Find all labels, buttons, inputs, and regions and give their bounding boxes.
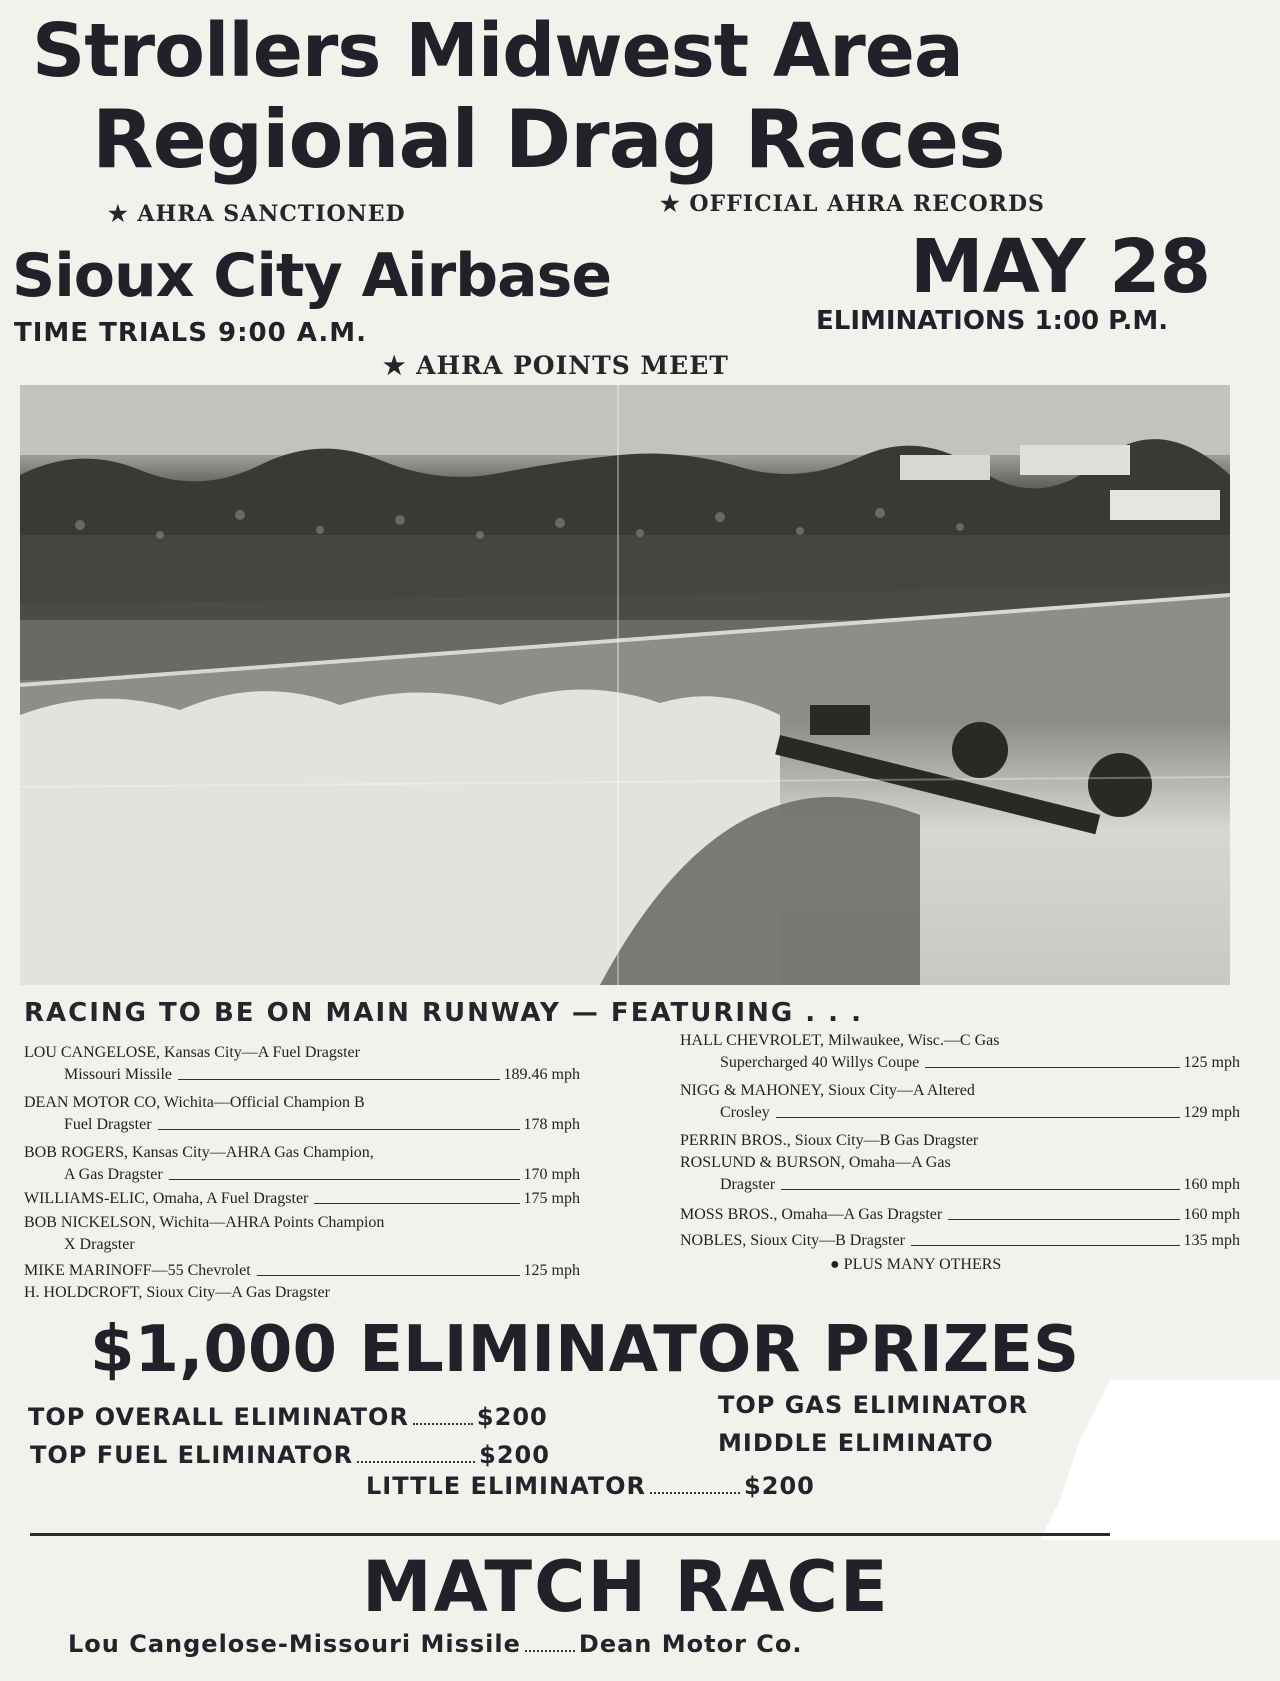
prize-label: LITTLE ELIMINATOR [366,1472,647,1500]
entry-speed: 170 mph [523,1166,580,1183]
prize-amount: $200 [479,1441,550,1469]
prize-amount: $200 [744,1472,815,1500]
entry-line1: NOBLES, Sioux City—B Dragster [680,1232,905,1249]
entry-line1: DEAN MOTOR CO, Wichita—Official Champion B [24,1094,365,1111]
prize-label: TOP GAS ELIMINATOR [718,1391,1029,1419]
time-trials: TIME TRIALS 9:00 A.M. [14,318,367,348]
entry-line2: Dragster [720,1176,776,1193]
sanctioned-label: ★ AHRA SANCTIONED [108,201,406,227]
entry-speed: 175 mph [523,1190,580,1207]
prize-top-gas [718,1393,1028,1417]
torn-corner [1040,1380,1280,1540]
entry-line2: Crosley [720,1104,770,1121]
match-race-heading: MATCH RACE [362,1546,890,1628]
list-item [24,1042,580,1086]
drag-race-photo [20,385,1230,985]
entry-line2: A Gas Dragster [64,1166,163,1183]
venue: Sioux City Airbase [12,241,612,311]
entry-line1: WILLIAMS-ELIC, Omaha, A Fuel Dragster [24,1190,309,1207]
entry-line2: X Dragster [64,1236,135,1253]
entry-speed: 135 mph [1183,1232,1240,1249]
entry-line1: H. HOLDCROFT, Sioux City—A Gas Dragster [24,1284,330,1301]
entry-line2: Fuel Dragster [64,1116,152,1133]
list-item [680,1080,1240,1124]
entry-speed: 160 mph [1183,1176,1240,1193]
records-label: ★ OFFICIAL AHRA RECORDS [660,191,1045,217]
entry-line1: PERRIN BROS., Sioux City—B Gas Dragster [680,1132,979,1149]
list-item [680,1130,1240,1152]
title-line-2: Regional Drag Races [92,93,1005,186]
entry-speed: 129 mph [1183,1104,1240,1121]
match-left: Lou Cangelose-Missouri Missile [68,1630,521,1658]
entry-line1: LOU CANGELOSE, Kansas City—A Fuel Dragster [24,1044,360,1061]
prize-top-fuel [30,1443,550,1467]
entry-speed: 125 mph [1183,1054,1240,1071]
points-meet: ★ AHRA POINTS MEET [383,351,729,380]
entry-line1: BOB ROGERS, Kansas City—AHRA Gas Champion, [24,1144,374,1161]
entry-line2: Supercharged 40 Willys Coupe [720,1054,920,1071]
event-date: MAY 28 [910,224,1211,310]
prize-label: MIDDLE ELIMINATO [718,1429,994,1457]
prizes-heading: $1,000 ELIMINATOR PRIZES [90,1313,1080,1387]
list-item [680,1230,1240,1252]
entry-speed: 160 mph [1183,1206,1240,1223]
list-item [680,1204,1240,1226]
prize-label: TOP FUEL ELIMINATOR [30,1441,354,1469]
match-right: Dean Motor Co. [578,1630,803,1658]
entry-line2: Missouri Missile [64,1066,173,1083]
entry-line1: BOB NICKELSON, Wichita—AHRA Points Champion [24,1214,385,1231]
list-item [24,1212,580,1256]
list-item [24,1142,580,1186]
list-item [680,1152,1240,1196]
entry-speed: 125 mph [523,1262,580,1279]
prize-label: TOP OVERALL ELIMINATOR [28,1403,409,1431]
plus-many-others: ● PLUS MANY OTHERS [830,1256,1002,1273]
list-item [24,1092,580,1136]
list-item [680,1030,1240,1074]
prize-little [366,1474,815,1498]
drag-race-photo-art [20,385,1230,985]
featuring-heading: RACING TO BE ON MAIN RUNWAY — FEATURING . . . [24,998,863,1028]
featuring-left-column [24,1042,580,1304]
entry-speed: 178 mph [523,1116,580,1133]
prize-middle [718,1431,994,1455]
entry-line1: ROSLUND & BURSON, Omaha—A Gas [680,1154,951,1171]
entry-line1: HALL CHEVROLET, Milwaukee, Wisc.—C Gas [680,1032,1000,1049]
divider [30,1533,1110,1536]
entry-line1: NIGG & MAHONEY, Sioux City—A Altered [680,1082,975,1099]
entry-line1: MOSS BROS., Omaha—A Gas Dragster [680,1206,943,1223]
list-item [24,1188,580,1210]
list-item [24,1260,580,1282]
entry-line1: MIKE MARINOFF—55 Chevrolet [24,1262,251,1279]
match-race-detail [68,1632,802,1656]
featuring-right-column [680,1030,1240,1276]
prize-top-overall [28,1405,548,1429]
prize-amount: $200 [476,1403,548,1431]
title-line-1: Strollers Midwest Area [32,8,963,94]
eliminations-time: ELIMINATIONS 1:00 P.M. [816,306,1169,336]
list-item [24,1282,580,1304]
entry-speed: 189.46 mph [503,1066,580,1083]
